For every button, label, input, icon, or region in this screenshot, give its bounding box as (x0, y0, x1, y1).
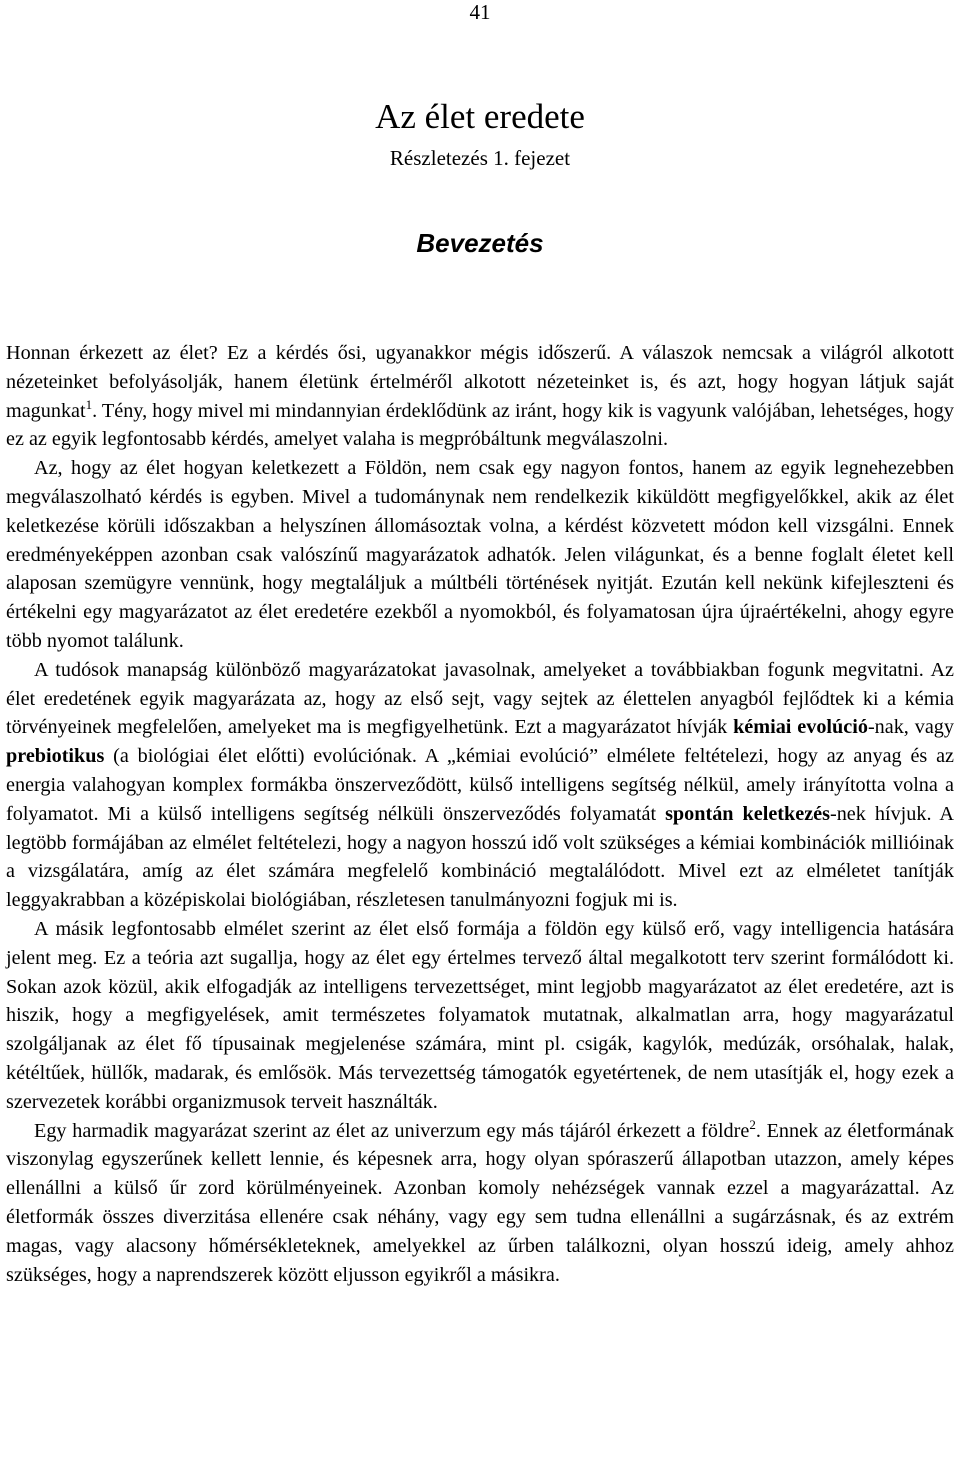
footnote-ref-1: 1 (85, 396, 93, 412)
paragraph-3-text-d: (a biológiai élet előtti) evolúciónak. A „kémiai evolúció” elmélete feltételezi, hogy az anyag és az energia valahogyan komplex formákba önszerveződött, külső intelligens segítség nélkül, amely irányította volna a folyamatot. Mi a külső intelligens segítség nélküli önszerveződés folyamatát (6, 745, 954, 825)
paragraph-1 (6, 339, 954, 454)
paragraph-3-text-c: -nak, vagy (867, 716, 954, 739)
paragraph-3-text-a: A tudósok manapság különböző magyarázatokat javasolnak, amelyeket a továbbiakban fogunk megvitatni. Az élet eredetének egyik magyarázata az, hogy az első sejt, vagy sejtek az élettelen anyagból fejlődtek ki a kémia törvényeinek megfelelően, amelyeket ma is megfigyelhetünk. Ezt a magyarázatot hívják (6, 658, 954, 739)
page-number: 41 (469, 0, 491, 24)
term-spontaneous-generation: spontán keletkezés (665, 802, 830, 825)
paragraph-1-text-b: . Tény, hogy mivel mi mindannyian érdeklődünk az iránt, hogy kik is vagyunk valójában, lehetséges, hogy ez az egyik legfontosabb kérdés, amelyet valaha is megpróbáltunk megválaszolni. (6, 399, 954, 451)
footnote-ref-2: 2 (749, 1116, 756, 1132)
paragraph-3 (6, 656, 954, 915)
paragraph-5-text-b: . Ennek az életformának viszonylag egyszerűnek kellett lennie, és képesnek arra, hogy olyan spóraszerű állapotban utazzon, amely képes ellenállni a külső űr zord körülményeinek. Azonban komoly nehézségek vannak ezzel a magyarázattal. Az életformák összes diverzitása ellenére csak néhány, vagy egy sem tudna ellenállni a sugárzásnak, és az extrém magas, vagy alacsony hőmérsékleteknek, amelyekkel az űrben találkozni, olyan hosszú ideig, amely ahhoz szükséges, hogy a naprendszerek között eljusson egyikről a másikra. (6, 1119, 954, 1286)
term-chemical-evolution: kémiai evolúció (733, 716, 868, 739)
paragraph-5-text-a: Egy harmadik magyarázat szerint az élet az univerzum egy más tájáról érkezett a földre (34, 1119, 750, 1142)
section-heading: Bevezetés (416, 228, 544, 258)
paragraph-4: A másik legfontosabb elmélet szerint az élet első formája a földön egy külső erő, vagy intelligencia hatására jelent meg. Ez a teória azt sugallja, hogy az élet egy értelmes tervező által megalkotott terv szerint formálódott ki. Sokan azok közül, akik elfogadják az intelligens tervezettséget, mint legjobb magyarázatot az élet eredetére, azt is hiszik, hogy a megfigyelések, amit természetes folyamatok mutatnak, alkalmatlan arra, hogy magyarázatul szolgáljanak az élet fő típusainak megjelenése számára, mint pl. csigák, kagylók, medúzák, orsóhalak, halak, kétéltűek, hüllők, madarak, és emlősök. Más tervezettség támogatók egyetértenek, de nem utasítják el, hogy ezek a szervezetek korábbi organizmusok terveit használták. (6, 917, 954, 1113)
term-prebiotic: prebiotikus (6, 745, 105, 768)
paragraph-2: Az, hogy az élet hogyan keletkezett a Földön, nem csak egy nagyon fontos, hanem az egyik legnehezebben megválaszolható kérdés is egyben. Mivel a tudománynak nem rendelkezik kiküldött megfigyelőkkel, akik az élet keletkezése körüli időszakban a helyszínen állomásoztak volna, a kérdést közvetett módon kell vizsgálni. Ennek eredményeképpen azonban csak valószínű magyarázatok adhatók. Jelen világunkat, és a benne foglalt életet kell alaposan szemügyre vennünk, hogy megtaláljuk a múltbéli történések nyitját. Ezután kell nekünk kifejleszteni és értékelni egy magyarázatot az élet eredetére ezekből a nyomokból, és folyamatosan újra újraértékelni, ahogy egyre több nyomot találunk. (6, 457, 954, 652)
document-subtitle: Részletezés 1. fejezet (389, 146, 571, 170)
body-text (6, 339, 954, 1289)
paragraph-5 (6, 1117, 954, 1290)
paragraph-3-text-e: -nek hívjuk. A legtöbb formájában az elmélet feltételezi, hogy a nagyon hosszú idő volt szükséges a kémiai kombinációk millióinak a vizsgálatára, amíg az élet számára megfelelő kombináció megtalálódott. Mivel ezt az elméletet tanítják leggyakrabban a középiskolai biológiában, részletesen tanulmányozni fogjuk mi is. (6, 802, 954, 912)
paragraph-1-text-a: Honnan érkezett az élet? Ez a kérdés ősi, ugyanakkor mégis időszerű. A válaszok nemcsak a világról alkotott nézeteinket befolyásolják, hanem életünk értelméről alkotott nézeteinket is, és azt, hogy hogyan látjuk saját magunkat (6, 342, 954, 422)
document-title: Az élet eredete (375, 97, 585, 136)
